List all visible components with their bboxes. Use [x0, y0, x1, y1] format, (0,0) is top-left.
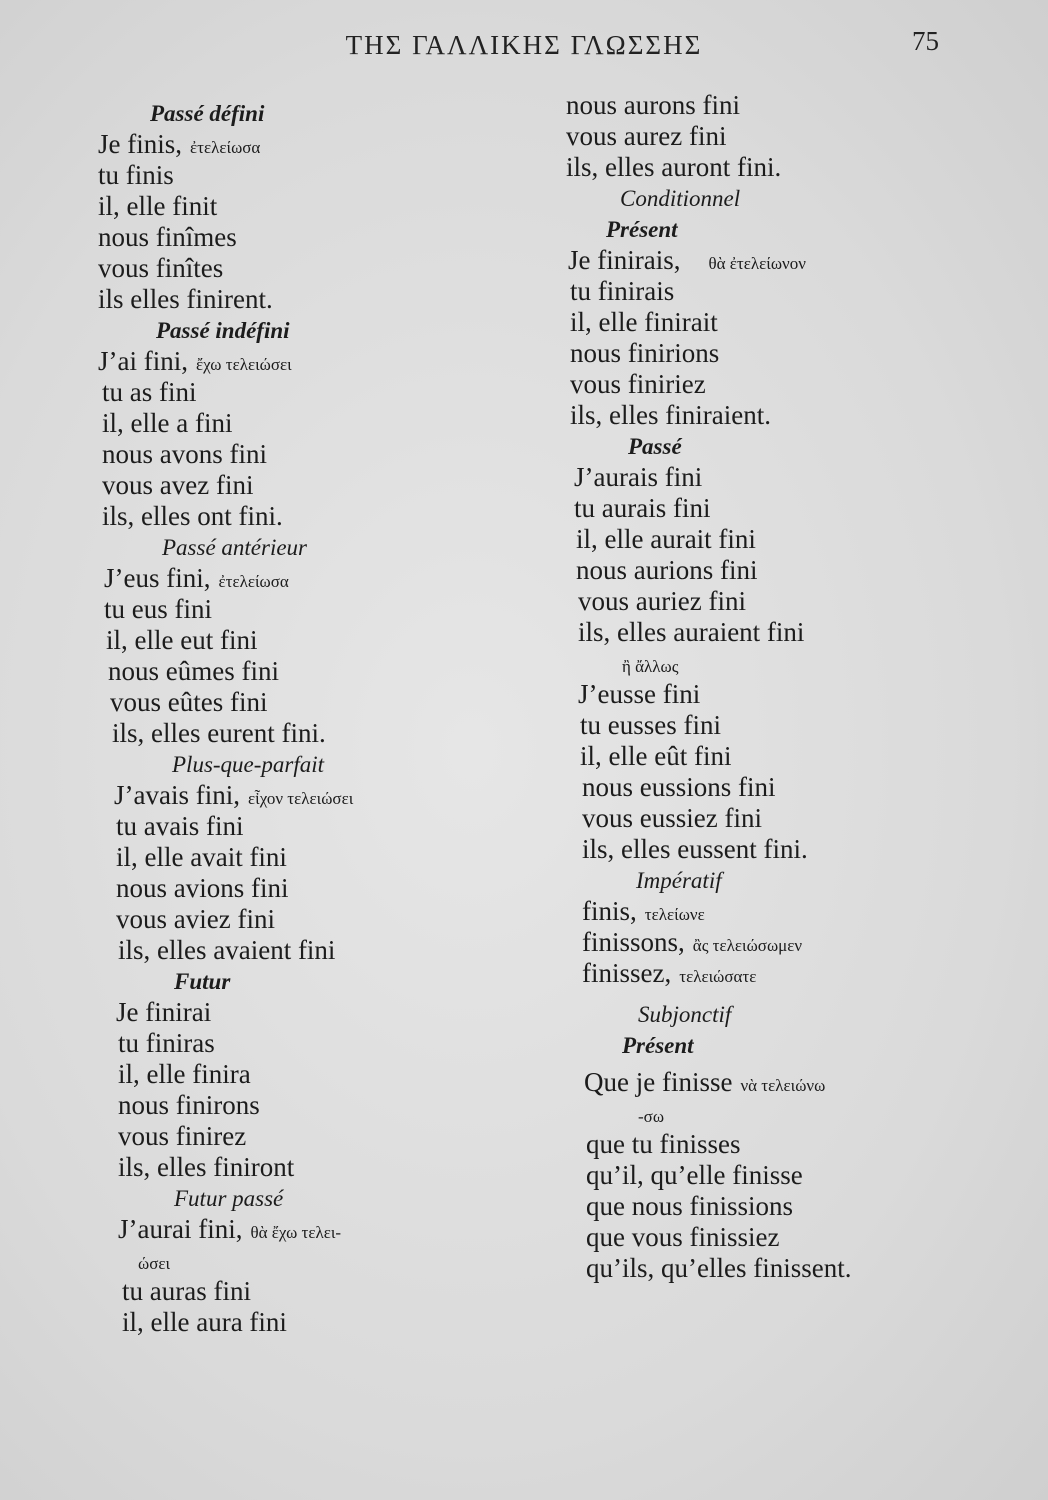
greek-translation: θὰ ἐτελείωνον — [708, 254, 806, 273]
conjugation-line: J’eusse fini — [578, 679, 701, 709]
conjugation-line: il, elle aurait fini — [576, 524, 756, 554]
conjugation-line: Que je finisse νὰ τελειώνω — [584, 1067, 826, 1097]
conjugation-line: nous finirions — [570, 338, 720, 368]
conjugation-line: finis, τελείωνε — [582, 896, 705, 926]
heading-present: Présent — [606, 217, 678, 242]
conjugation-line: finissons, ἂς τελειώσωμεν — [582, 927, 803, 957]
heading-passe-indefini: Passé indéfini — [156, 318, 290, 343]
conjugation-line: nous finirons — [118, 1090, 260, 1120]
heading-passe-defini: Passé défini — [150, 101, 265, 126]
conjugation-line: tu as fini — [102, 377, 197, 407]
conjugation-line: J’aurai fini, θὰ ἔχω τελει- — [118, 1214, 342, 1244]
conjugation-line: vous avez fini — [102, 470, 254, 500]
conjugation-line: que vous finissiez — [586, 1222, 780, 1252]
left-column — [98, 98, 548, 1338]
conjugation-line: Je finirais, θὰ ἐτελείωνον — [568, 245, 806, 275]
conjugation-line: vous aviez fini — [116, 904, 275, 934]
conjugation-line: finissez, τελειώσατε — [582, 958, 757, 988]
conjugation-line: vous finîtes — [98, 253, 224, 283]
conjugation-line: il, elle eut fini — [106, 625, 258, 655]
conjugation-line: ils, elles auraient fini — [578, 617, 805, 647]
conjugation-line: Je finirai — [116, 997, 212, 1027]
conjugation-line: nous aurions fini — [576, 555, 758, 585]
conjugation-line: tu avais fini — [116, 811, 244, 841]
conjugation-line: il, elle aura fini — [122, 1307, 287, 1337]
greek-translation: ἔχω τελειώσει — [195, 355, 292, 374]
conjugation-line: J’ai fini, ἔχω τελειώσει — [98, 346, 292, 376]
conjugation-line: ils, elles finiront — [118, 1152, 295, 1182]
conjugation-line: tu finis — [98, 160, 174, 190]
conjugation-line: il, elle finira — [118, 1059, 251, 1089]
conjugation-line: Je finis, ἐτελείωσα — [98, 129, 261, 159]
conjugation-line: qu’il, qu’elle finisse — [586, 1160, 803, 1190]
heading-passe-anterieur: Passé antérieur — [162, 535, 308, 560]
conjugation-line: ils, elles finiraient. — [570, 400, 771, 430]
conjugation-line: nous aurons fini — [566, 90, 740, 120]
running-header: ΤΗΣ ΓΑΛΛΙΚΗΣ ΓΛΩΣΣΗΣ — [345, 30, 703, 60]
conjugation-line: ils, elles eurent fini. — [112, 718, 326, 748]
conjugation-line: tu aurais fini — [574, 493, 711, 523]
greek-translation: εἶχον τελειώσει — [247, 789, 354, 808]
greek-translation: τελειώσατε — [679, 967, 757, 986]
conjugation-line: il, elle eût fini — [580, 741, 732, 771]
heading-present: Présent — [622, 1033, 694, 1058]
heading-conditionnel: Conditionnel — [620, 186, 741, 211]
heading-imperatif: Impératif — [636, 868, 722, 893]
conjugation-line: nous eussions fini — [582, 772, 776, 802]
conjugation-line: J’avais fini, εἶχον τελειώσει — [114, 780, 354, 810]
conjugation-line: ils, elles eussent fini. — [582, 834, 808, 864]
greek-translation: ἐτελείωσα — [218, 572, 289, 591]
conjugation-line: J’aurais fini — [574, 462, 703, 492]
conjugation-line: tu finiras — [118, 1028, 215, 1058]
heading-subjonctif: Subjonctif — [638, 1002, 732, 1027]
conjugation-line: ils, elles auront fini. — [566, 152, 782, 182]
heading-passe: Passé — [628, 434, 682, 459]
conjugation-line: qu’ils, qu’elles finissent. — [586, 1253, 852, 1283]
conjugation-line: tu eus fini — [104, 594, 212, 624]
conjugation-line: ils, elles avaient fini — [118, 935, 336, 965]
conjugation-line: ils, elles ont fini. — [102, 501, 283, 531]
conjugation-line: vous eussiez fini — [582, 803, 762, 833]
conjugation-line: tu finirais — [570, 276, 675, 306]
greek-continuation: ώσει — [138, 1254, 171, 1273]
heading-plus-que-parfait: Plus-que-parfait — [172, 752, 325, 777]
greek-translation: νὰ τελειώνω — [740, 1076, 826, 1095]
greek-translation: τελείωνε — [644, 905, 705, 924]
greek-translation: ἐτελείωσα — [190, 138, 261, 157]
conjugation-line: vous finiriez — [570, 369, 706, 399]
conjugation-line: ils elles finirent. — [98, 284, 273, 314]
heading-futur: Futur — [174, 969, 231, 994]
page-number: 75 — [912, 26, 939, 56]
alternative-label: ἢ ἄλλως — [622, 657, 679, 676]
greek-continuation: -σω — [638, 1107, 665, 1126]
conjugation-line: tu eusses fini — [580, 710, 721, 740]
conjugation-line: vous auriez fini — [578, 586, 746, 616]
conjugation-line: il, elle a fini — [102, 408, 233, 438]
conjugation-line: nous eûmes fini — [108, 656, 279, 686]
greek-translation: ἂς τελειώσωμεν — [692, 936, 803, 955]
conjugation-line: tu auras fini — [122, 1276, 251, 1306]
conjugation-line: que nous finissions — [586, 1191, 794, 1221]
conjugation-line: nous finîmes — [98, 222, 237, 252]
conjugation-line: J’eus fini, ἐτελείωσα — [104, 563, 289, 593]
conjugation-line: il, elle avait fini — [116, 842, 287, 872]
conjugation-line: il, elle finirait — [570, 307, 718, 337]
conjugation-line: que tu finisses — [586, 1129, 741, 1159]
conjugation-line: vous finirez — [118, 1121, 247, 1151]
conjugation-line: nous avons fini — [102, 439, 267, 469]
conjugation-line: il, elle finit — [98, 191, 218, 221]
right-column — [566, 90, 986, 1284]
conjugation-line: nous avions fini — [116, 873, 289, 903]
heading-futur-passe: Futur passé — [174, 1186, 284, 1211]
conjugation-line: vous aurez fini — [566, 121, 727, 151]
greek-translation: θὰ ἔχω τελει- — [250, 1223, 342, 1242]
conjugation-line: vous eûtes fini — [110, 687, 268, 717]
